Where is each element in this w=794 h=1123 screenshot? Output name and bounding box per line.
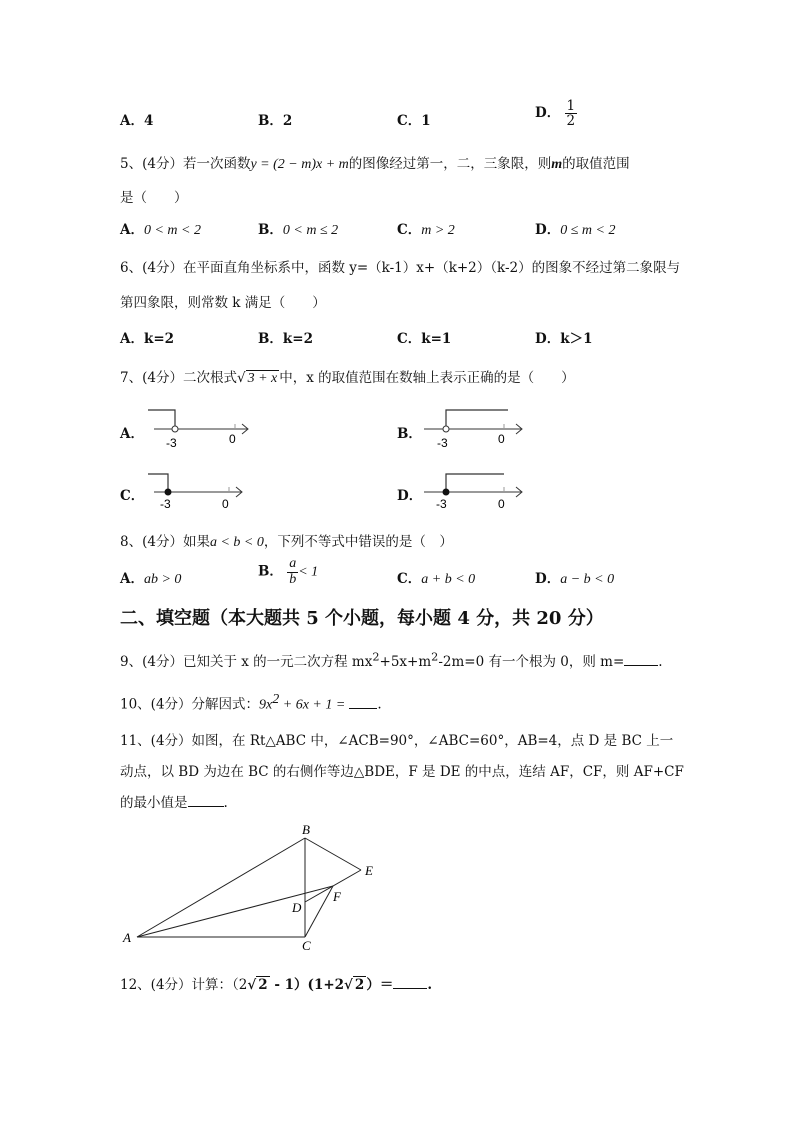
q5-option-b: B．0 < m ≤ 2 <box>258 222 339 238</box>
q7-stem: 7、(4分）二次根式√ 3 + x 中，x 的取值范围在数轴上表示正确的是（ ） <box>120 370 575 386</box>
svg-text:0: 0 <box>498 432 505 446</box>
filled-circle <box>443 489 449 495</box>
q7-option-b-label: B． <box>397 426 422 442</box>
open-circle <box>172 426 178 432</box>
q7-option-a-label: A． <box>120 426 144 442</box>
q7-option-c-label: C． <box>120 488 145 504</box>
svg-text:0: 0 <box>222 497 229 511</box>
q4-option-a: A．4 <box>120 113 154 129</box>
sqrt: √ 2 <box>344 977 365 993</box>
q11-stem-line2: 动点，以 BD 为边在 BC 的右侧作等边△BDE，F 是 DE 的中点，连结 AF，CF，则 AF+CF <box>120 764 684 780</box>
label-a: A <box>123 930 131 945</box>
q5-option-a: A．0 < m < 2 <box>120 222 201 238</box>
answer-blank[interactable] <box>349 696 377 709</box>
q11-stem-line3: 的最小值是 . <box>120 795 228 811</box>
q8-option-c: C．a + b < 0 <box>397 571 476 587</box>
segment-ab <box>137 838 305 937</box>
label-c: C <box>302 938 311 953</box>
q10-stem: 10、(4分）分解因式：$9x^2 + 6x + 1$ = . <box>120 692 382 713</box>
q6-option-c: C．k=1 <box>397 331 452 347</box>
svg-text:0: 0 <box>498 497 505 511</box>
q5-option-c: C．m > 2 <box>397 222 455 238</box>
q5-stem-line1: 5、(4分）若一次函数y = (2 − m)x + m的图像经过第一，二，三象限，则m的取值范围 <box>120 156 630 172</box>
section-heading: 二、填空题（本大题共 5 个小题，每小题 4 分，共 20 分） <box>120 608 604 629</box>
fraction: $\frac{1}{2}$ <box>566 98 576 130</box>
label-d: D <box>292 900 302 915</box>
answer-blank[interactable] <box>624 653 658 666</box>
q8-stem: 8、(4分）如果a < b < 0，下列不等式中错误的是（ ） <box>120 534 453 550</box>
q6-option-a: A．k=2 <box>120 331 175 347</box>
answer-blank[interactable] <box>188 794 224 807</box>
label-e: E <box>365 863 373 878</box>
open-circle <box>443 426 449 432</box>
svg-text:-3: -3 <box>437 436 448 450</box>
answer-blank[interactable] <box>393 976 427 989</box>
svg-text:0: 0 <box>229 432 236 446</box>
q4-option-d: D． $\frac{1}{2}$ <box>535 98 576 130</box>
q5-option-d: D．0 ≤ m < 2 <box>535 222 616 238</box>
q6-option-b: B．k=2 <box>258 331 313 347</box>
q6-stem-line2: 第四象限，则常数 k 满足（ ） <box>120 295 326 311</box>
segment-be <box>305 838 361 870</box>
q7-option-d-label: D． <box>397 488 423 504</box>
q7-number-line-a <box>140 405 260 450</box>
filled-circle <box>165 489 171 495</box>
label-b: B <box>302 822 310 837</box>
q11-stem-line1: 11、(4分）如图，在 Rt△ABC 中，∠ACB=90°，∠ABC=60°，AB=4，点 D 是 BC 上一 <box>120 733 674 749</box>
q7-number-line-d <box>418 468 528 513</box>
sqrt: √ 2 <box>247 977 268 993</box>
label-f: F <box>333 889 341 904</box>
q6-option-d: D．k＞1 <box>535 331 593 347</box>
svg-text:-3: -3 <box>160 497 171 511</box>
q8-option-d: D．a − b < 0 <box>535 571 615 587</box>
q5-stem-line2: 是（ ） <box>120 190 188 206</box>
q12-stem: 12、(4分）计算：（2√ 2 - 1）(1+2√ 2 ）＝ . <box>120 977 433 993</box>
q6-stem-line1: 6、(4分）在平面直角坐标系中，函数 y=（k-1）x+（k+2）（k-2）的图象不经过第二象限与 <box>120 260 681 276</box>
q7-number-line-c <box>140 468 250 513</box>
q4-option-b: B．2 <box>258 113 293 129</box>
sqrt: √ 3 + x <box>236 370 278 386</box>
svg-text:-3: -3 <box>166 436 177 450</box>
q7-number-line-b <box>418 405 528 450</box>
q9-stem: 9、(4分）已知关于 x 的一元二次方程 $mx^2+5x+m^2-2m=0$ 有一个根为 0，则 m= . <box>120 650 663 670</box>
q11-figure <box>115 818 385 953</box>
fraction: $\frac{a}{b}$ <box>289 556 297 587</box>
svg-text:-3: -3 <box>436 497 447 511</box>
q8-option-a: A．ab > 0 <box>120 571 182 587</box>
q8-option-b: B． $\frac{a}{b}$ < 1 <box>258 556 319 587</box>
segment-af <box>137 886 333 937</box>
q4-option-c: C．1 <box>397 113 431 129</box>
